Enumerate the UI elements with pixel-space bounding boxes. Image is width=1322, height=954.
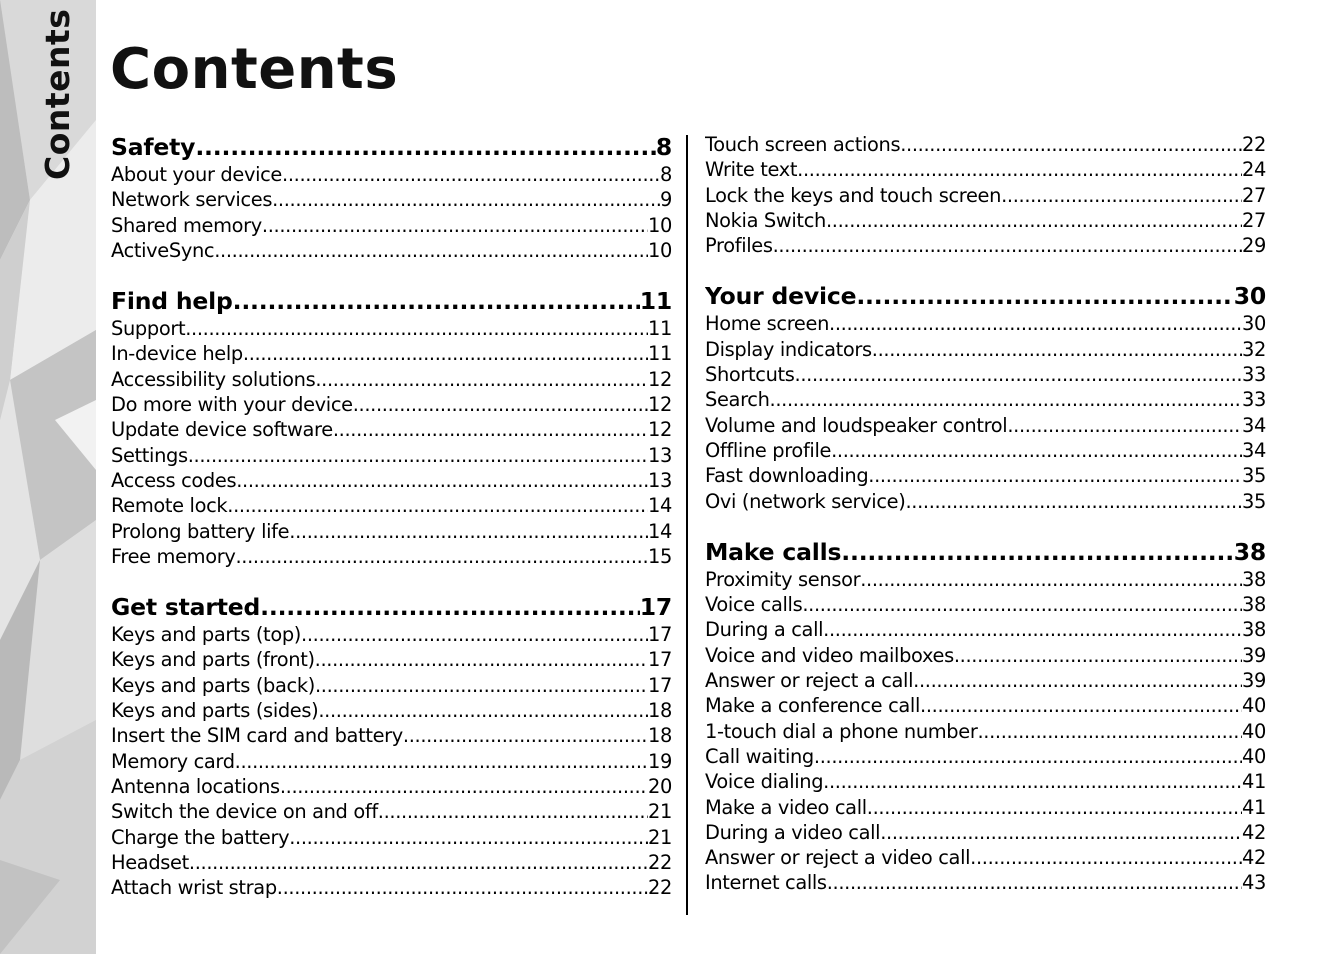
toc-entry[interactable]: Support ..... 11 [111,316,672,341]
toc-entry[interactable]: About your device ..... 8 [111,162,672,187]
toc-entry[interactable]: Lock the keys and touch screen ..... 27 [705,183,1266,208]
toc-entry[interactable]: Make a conference call ..... 40 [705,693,1266,718]
toc-entry[interactable]: Ovi (network service) ..... 35 [705,489,1266,514]
toc-entry[interactable]: Touch screen actions ..... 22 [705,132,1266,157]
toc-entry[interactable]: Answer or reject a video call ..... 42 [705,845,1266,870]
toc-entry[interactable]: During a call ..... 38 [705,617,1266,642]
toc-entry[interactable]: Accessibility solutions ..... 12 [111,367,672,392]
toc-entry[interactable]: Attach wrist strap ..... 22 [111,875,672,900]
toc-column-left [111,132,672,923]
toc-entry[interactable]: Proximity sensor ..... 38 [705,567,1266,592]
toc-section-your-device [705,281,1266,513]
toc-entry[interactable]: Make a video call ..... 41 [705,795,1266,820]
toc-entry[interactable]: Nokia Switch ..... 27 [705,208,1266,233]
toc-entry[interactable]: Antenna locations ..... 20 [111,774,672,799]
toc-entry[interactable]: Network services ..... 9 [111,187,672,212]
toc-entry[interactable]: Home screen ..... 30 [705,311,1266,336]
toc-entry[interactable]: 1-touch dial a phone number ..... 40 [705,719,1266,744]
toc-entry[interactable]: Free memory ..... 15 [111,544,672,569]
toc-entry[interactable]: Access codes ..... 13 [111,468,672,493]
toc-entry[interactable]: Voice dialing ..... 41 [705,769,1266,794]
toc-entry[interactable]: Keys and parts (back) ..... 17 [111,673,672,698]
toc-heading[interactable]: Find help ..... 11 [111,286,672,316]
toc-entry[interactable]: Call waiting ..... 40 [705,744,1266,769]
toc-entry[interactable]: Shortcuts ..... 33 [705,362,1266,387]
toc-section-safety [111,132,672,263]
toc-entry[interactable]: Search ..... 33 [705,387,1266,412]
toc-entry[interactable]: ActiveSync ..... 10 [111,238,672,263]
toc-heading[interactable]: Make calls ..... 38 [705,537,1266,567]
toc-entry[interactable]: Update device software ..... 12 [111,417,672,442]
toc-entry[interactable]: Fast downloading ..... 35 [705,463,1266,488]
side-section-label: Contents [38,8,77,180]
toc-entry[interactable]: Headset ..... 22 [111,850,672,875]
toc-entry[interactable]: Voice calls ..... 38 [705,592,1266,617]
toc-entry[interactable]: Settings ..... 13 [111,443,672,468]
toc-section-continued [705,132,1266,258]
toc-section-find-help [111,286,672,569]
page-title: Contents [110,37,399,102]
toc-entry[interactable]: Prolong battery life ..... 14 [111,519,672,544]
toc-entry[interactable]: Voice and video mailboxes ..... 39 [705,643,1266,668]
toc-entry[interactable]: In-device help ..... 11 [111,341,672,366]
toc-entry[interactable]: Shared memory ..... 10 [111,213,672,238]
toc-heading[interactable]: Safety ..... 8 [111,132,672,162]
toc-section-make-calls [705,537,1266,896]
toc-entry[interactable]: Keys and parts (front) ..... 17 [111,647,672,672]
toc-entry[interactable]: Keys and parts (top) ..... 17 [111,622,672,647]
toc-entry[interactable]: Offline profile ..... 34 [705,438,1266,463]
toc-entry[interactable]: Insert the SIM card and battery ..... 18 [111,723,672,748]
toc-entry[interactable]: Memory card ..... 19 [111,749,672,774]
toc-entry[interactable]: During a video call ..... 42 [705,820,1266,845]
toc-entry[interactable]: Switch the device on and off ..... 21 [111,799,672,824]
toc-entry[interactable]: Charge the battery ..... 21 [111,825,672,850]
toc-entry[interactable]: Profiles ..... 29 [705,233,1266,258]
toc-entry[interactable]: Answer or reject a call ..... 39 [705,668,1266,693]
toc-entry[interactable]: Write text ..... 24 [705,157,1266,182]
toc-entry[interactable]: Internet calls ..... 43 [705,870,1266,895]
toc-entry[interactable]: Keys and parts (sides) ..... 18 [111,698,672,723]
toc-entry[interactable]: Volume and loudspeaker control ..... 34 [705,413,1266,438]
toc-entry[interactable]: Do more with your device ..... 12 [111,392,672,417]
toc-entry[interactable]: Remote lock ..... 14 [111,493,672,518]
sidebar-banner [0,0,96,954]
toc-column-right [705,132,1266,919]
column-divider [686,135,688,915]
toc-entry[interactable]: Display indicators ..... 32 [705,337,1266,362]
toc-section-get-started [111,592,672,900]
toc-heading[interactable]: Get started ..... 17 [111,592,672,622]
toc-heading[interactable]: Your device ..... 30 [705,281,1266,311]
